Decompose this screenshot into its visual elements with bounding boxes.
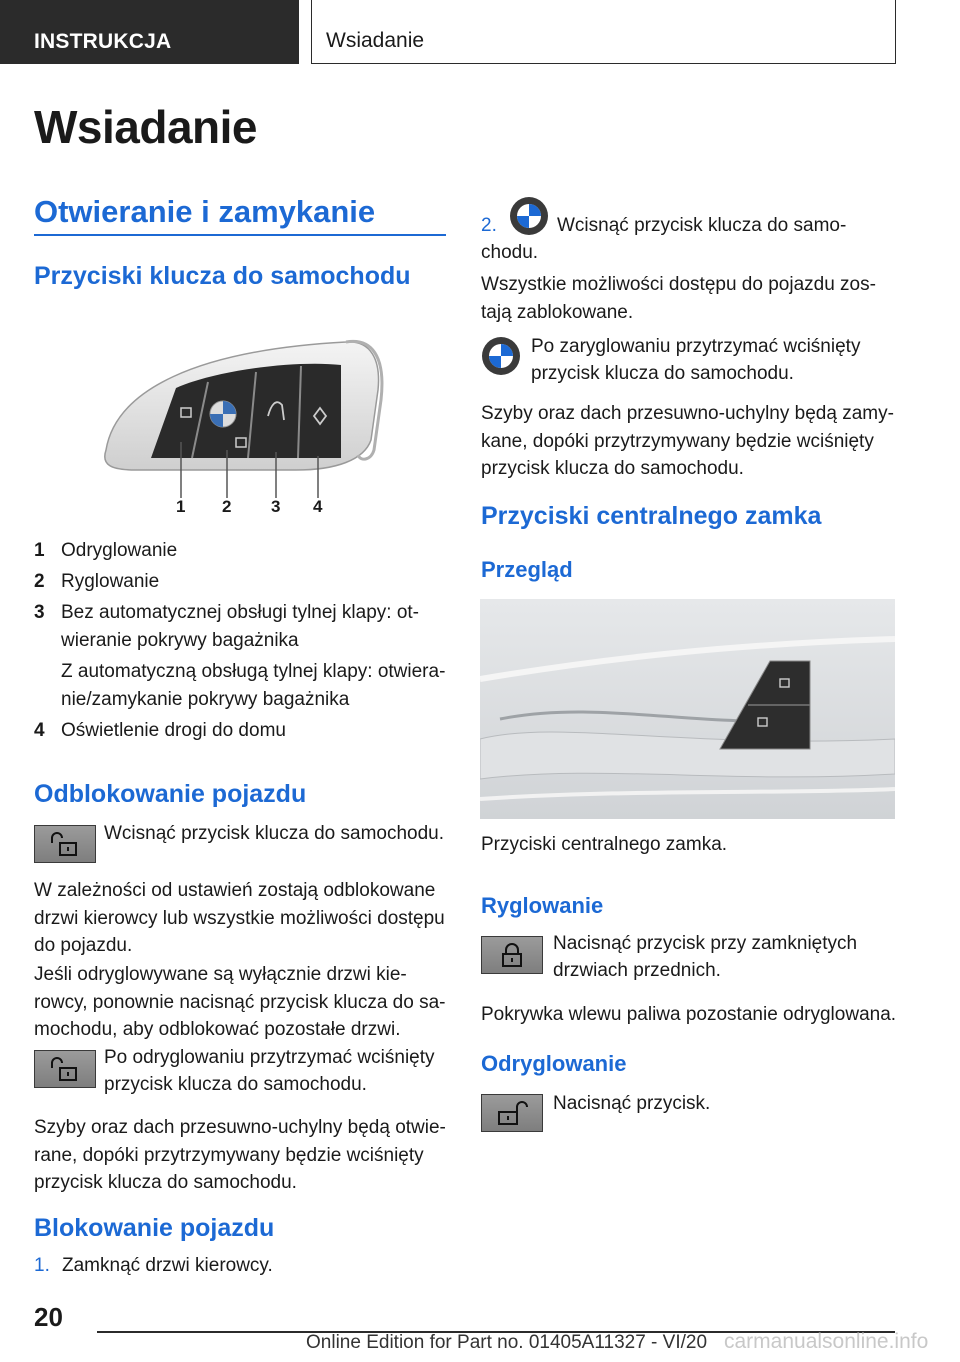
key-buttons-list	[34, 537, 446, 748]
list-item	[34, 537, 446, 565]
unlock-open-padlock-icon	[48, 831, 82, 857]
central-lock-buttons-photo	[480, 599, 895, 819]
unlock-heading: Odblokowanie pojazdu	[34, 780, 307, 808]
lock-button-paragraph: Pokrywka wlewu paliwa pozostanie odryglowana.	[481, 1004, 897, 1025]
keys-heading: Przyciski klucza do samochodu	[34, 262, 411, 290]
section-rule	[34, 234, 446, 236]
list-item-text	[61, 599, 446, 714]
step-number: 2.	[481, 215, 497, 236]
lock-heading: Blokowanie pojazdu	[34, 1214, 275, 1242]
unlock-hold-icon-box	[34, 1050, 96, 1088]
key-callout-2: 2	[222, 497, 232, 516]
list-item-line: Z automatyczną obsługą tylnej klapy: otwiera- nie/zamykanie pokrywy bagażnika	[61, 661, 446, 710]
unlock-paragraph-1: W zależności od ustawień zostają odblokowane drzwi kierowcy lub wszystkie możliwości dostępu do pojazdu.	[34, 880, 445, 956]
header-chapter-tab: Wsiadanie	[311, 0, 896, 64]
list-item-number: 4	[34, 720, 45, 741]
closed-padlock-icon	[499, 942, 525, 968]
lock-button-text: Nacisnąć przycisk przy zamkniętych drzwiach przednich.	[553, 933, 858, 981]
header-section-tab: INSTRUKCJA	[0, 0, 299, 64]
lock-hold-text: Po zaryglowaniu przytrzymać wciśnięty przycisk klucza do samochodu.	[531, 336, 861, 384]
page-number: 20	[34, 1302, 63, 1332]
lock-paragraph-2: Szyby oraz dach przesuwno-uchylny będą zamy- kane, dopóki przytrzymywany będzie wciśnięty przycisk klucza do samochodu.	[481, 403, 894, 479]
list-item-text: Ryglowanie	[61, 571, 160, 592]
photo-caption: Przyciski centralnego zamka.	[481, 834, 728, 855]
section-heading: Otwieranie i zamykanie	[34, 194, 376, 229]
step-text: Zamknąć drzwi kierowcy.	[62, 1255, 273, 1276]
list-item-text: Odryglowanie	[61, 540, 178, 561]
bmw-logo-icon	[481, 336, 521, 376]
open-padlock-icon	[495, 1100, 529, 1126]
unlock-icon-text: Wcisnąć przycisk klucza do samochodu.	[104, 823, 445, 844]
lock-button-icon-box	[481, 936, 543, 974]
unlock-button-text: Nacisnąć przycisk.	[553, 1093, 711, 1114]
lock-paragraph-1: Wszystkie możliwości dostępu do pojazdu zos- tają zablokowane.	[481, 274, 876, 323]
list-item	[34, 717, 446, 745]
list-item-text: Oświetlenie drogi do domu	[61, 720, 286, 741]
overview-heading: Przegląd	[481, 557, 573, 582]
step-text: Wcisnąć przycisk klucza do samo- chodu.	[481, 215, 847, 263]
key-callout-1: 1	[176, 497, 186, 516]
key-callout-4: 4	[313, 497, 323, 516]
lock-step-2	[481, 212, 846, 266]
lock-step-1	[34, 1252, 273, 1279]
key-fob-illustration	[96, 330, 436, 520]
unlock-button-heading: Odryglowanie	[481, 1051, 627, 1076]
watermark: carmanualsonline.info	[724, 1330, 929, 1353]
key-callout-3: 3	[271, 497, 281, 516]
list-item-line: Bez automatycznej obsługi tylnej klapy: ot- wieranie pokrywy bagażnika	[61, 602, 420, 651]
list-item-number: 1	[34, 540, 45, 561]
list-item	[34, 599, 446, 714]
central-lock-heading: Przyciski centralnego zamka	[481, 502, 822, 530]
unlock-icon-box	[34, 825, 96, 863]
unlock-paragraph-3: Szyby oraz dach przesuwno-uchylny będą otwie- rane, dopóki przytrzymywany będzie wciśnięty przycisk klucza do samochodu.	[34, 1117, 446, 1193]
list-item	[34, 568, 446, 596]
list-item-number: 3	[34, 602, 45, 623]
list-item-number: 2	[34, 571, 45, 592]
unlock-hold-text: Po odryglowaniu przytrzymać wciśnięty przycisk klucza do samochodu.	[104, 1047, 435, 1095]
page-title: Wsiadanie	[34, 101, 258, 153]
lock-button-heading: Ryglowanie	[481, 893, 604, 918]
step-number: 1.	[34, 1255, 50, 1276]
edition-info: Online Edition for Part no. 01405A11327 - VI/20	[306, 1332, 708, 1353]
unlock-paragraph-2: Jeśli odryglowywane są wyłącznie drzwi kie- rowcy, ponownie nacisnąć przycisk klucza do sa- mochodu, aby odblokować pozostałe drzwi.	[34, 964, 446, 1040]
unlock-open-padlock-icon	[48, 1056, 82, 1082]
unlock-button-icon-box	[481, 1094, 543, 1132]
